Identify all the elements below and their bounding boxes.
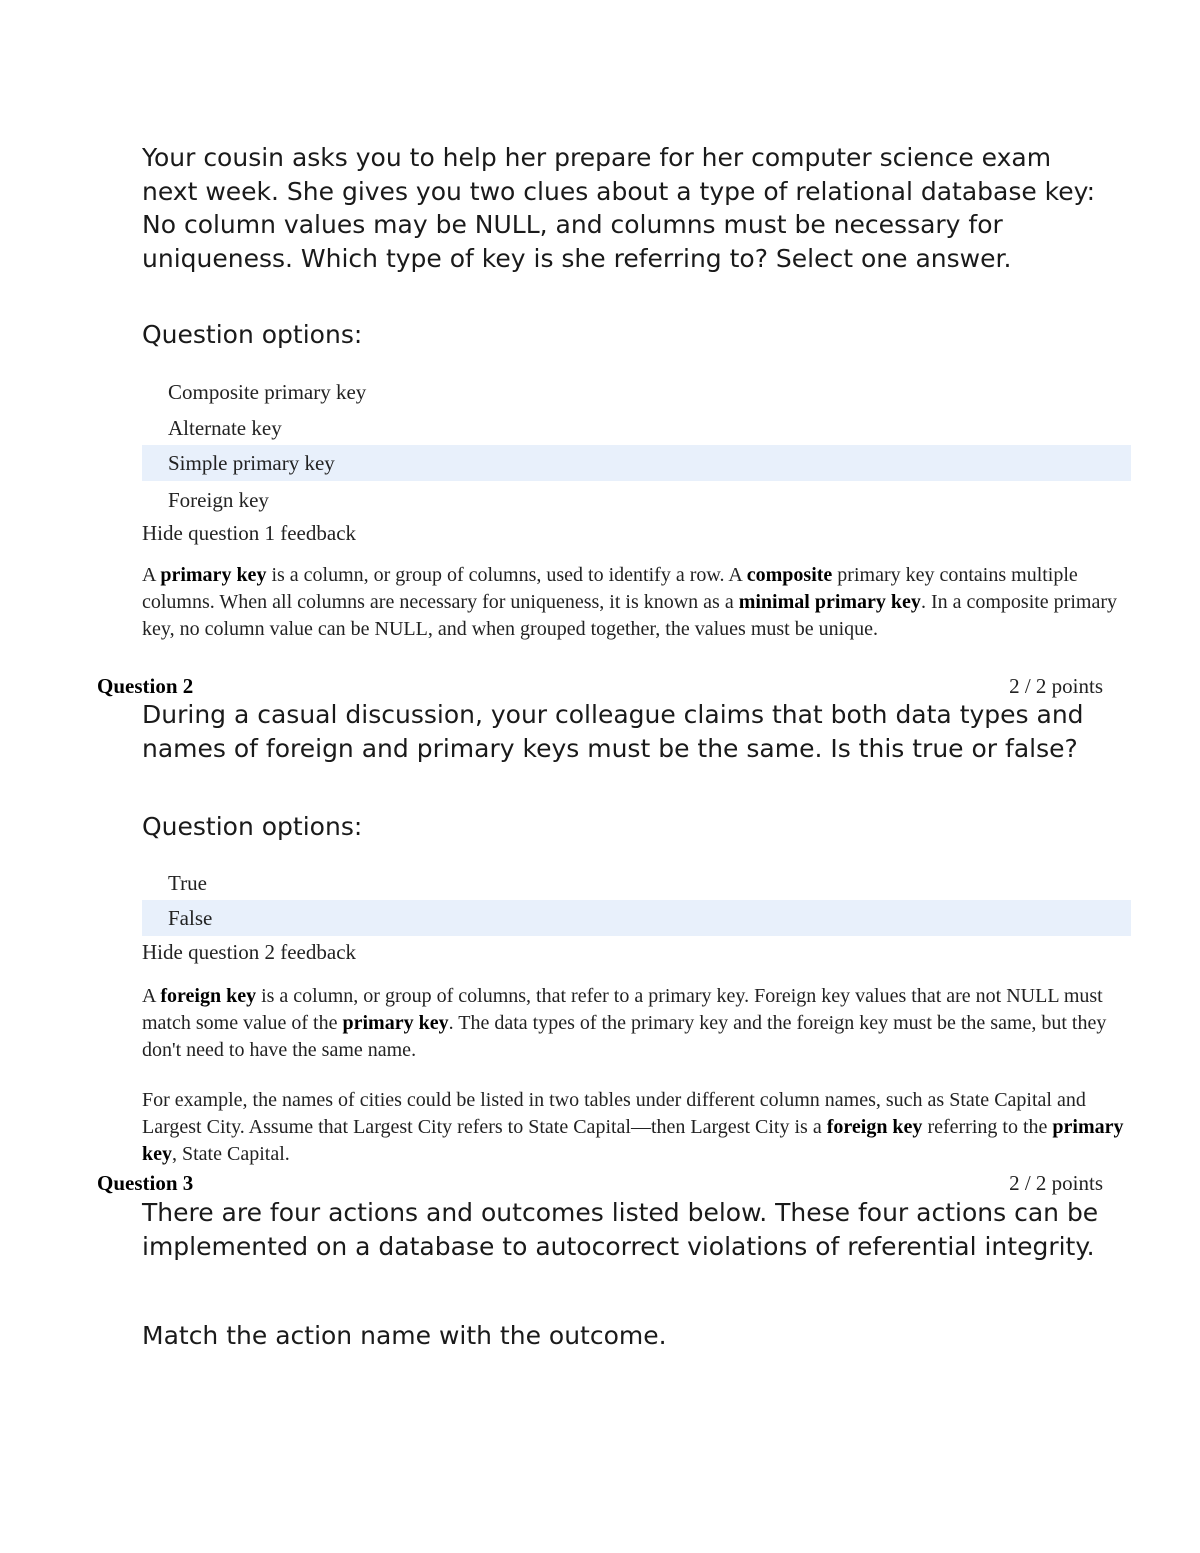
- question-2-feedback-paragraph-2: For example, the names of cities could be listed in two tables under different column names, such as State Capital and Largest City. Assume that Largest City refers to State Capital—then Largest City is a foreign key referring to the primary key, State Capital.: [142, 1089, 1124, 1165]
- question-2-feedback-paragraph-1: A foreign key is a column, or group of columns, that refer to a primary key. Foreign key values that are not NULL must match some value of the primary key. The data types of the primary key and the foreign key must be the same, but they don't need to have the same name.: [142, 985, 1107, 1061]
- option-label: Composite primary key: [168, 380, 367, 404]
- question-2-points: 2 / 2 points: [1009, 674, 1103, 698]
- question-1-option[interactable]: [142, 374, 1131, 410]
- question-2-title: Question 2: [97, 674, 194, 698]
- question-1-option[interactable]: [142, 410, 1131, 446]
- question-1-prompt: Your cousin asks you to help her prepare for her computer science exam next week. She gives you two clues about a type of relational database key: No column values may be NULL, and columns must be necessary for uniqueness. Which type of key is she referring to? Select one answer.: [142, 143, 1096, 273]
- question-3-title: Question 3: [97, 1171, 194, 1195]
- option-label: Alternate key: [168, 416, 282, 440]
- question-3-header: [97, 1170, 1103, 1196]
- option-label: True: [168, 871, 207, 895]
- question-1-feedback: A primary key is a column, or group of columns, used to identify a row. A composite primary key contains multiple columns. When all columns are necessary for uniqueness, it is known as a minimal primary key. In a composite primary key, no column value can be NULL, and when grouped together, the values must be unique.: [142, 564, 1117, 640]
- question-2-option[interactable]: [142, 865, 1131, 901]
- question-2-options-heading: Question options:: [142, 812, 363, 841]
- question-1-option[interactable]: [142, 482, 1131, 518]
- hide-question-2-feedback-link[interactable]: Hide question 2 feedback: [142, 940, 357, 964]
- hide-question-1-feedback-link[interactable]: Hide question 1 feedback: [142, 521, 357, 545]
- option-label: Simple primary key: [168, 451, 335, 475]
- question-3-instruction: Match the action name with the outcome.: [142, 1321, 667, 1350]
- question-1-option-selected[interactable]: [142, 445, 1131, 481]
- option-label: False: [168, 906, 213, 930]
- question-2-prompt: During a casual discussion, your colleague claims that both data types and names of foreign and primary keys must be the same. Is this true or false?: [142, 700, 1084, 763]
- question-3-prompt: There are four actions and outcomes listed below. These four actions can be implemented on a database to autocorrect violations of referential integrity.: [142, 1198, 1099, 1261]
- option-label: Foreign key: [168, 488, 269, 512]
- question-3-points: 2 / 2 points: [1009, 1171, 1103, 1195]
- question-2-option-selected[interactable]: [142, 900, 1131, 936]
- question-1-options-heading: Question options:: [142, 320, 363, 349]
- question-2-header: [97, 673, 1103, 699]
